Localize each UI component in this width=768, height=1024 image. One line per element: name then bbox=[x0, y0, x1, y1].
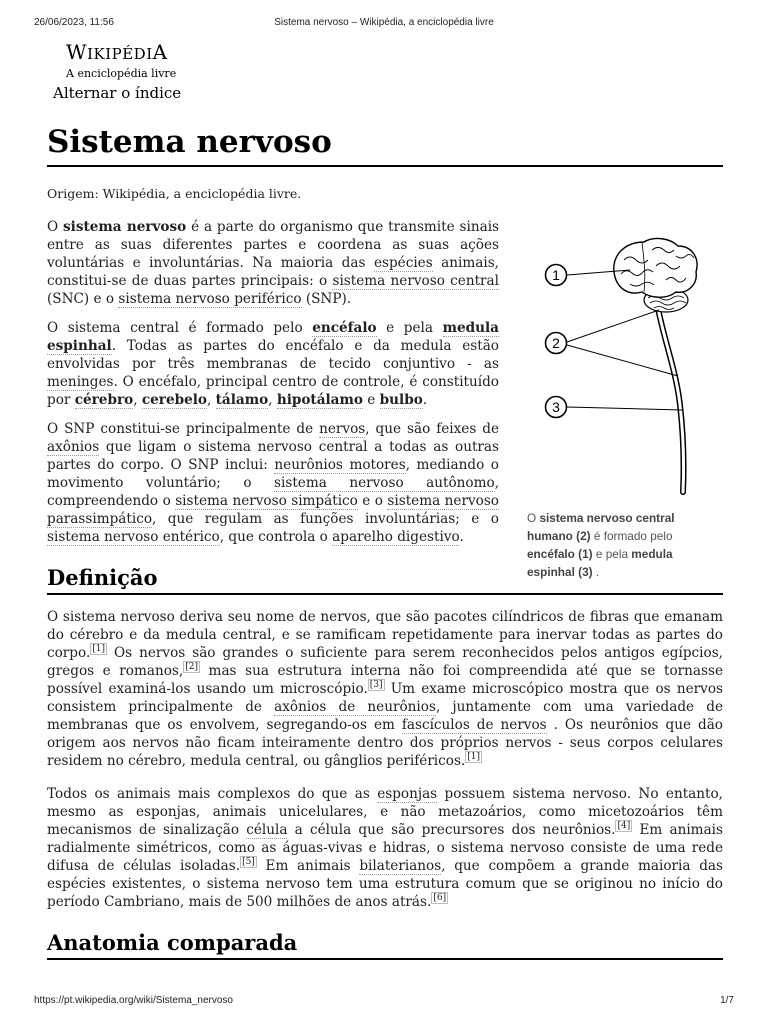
print-page-number: 1/7 bbox=[720, 995, 734, 1006]
origin-note: Origem: Wikipédia, a enciclopédia livre. bbox=[47, 186, 302, 201]
ref-2[interactable]: [2] bbox=[185, 662, 198, 672]
logo-tagline: A enciclopédia livre bbox=[66, 67, 177, 80]
print-title: Sistema nervoso – Wikipédia, a enciclopédia livre bbox=[274, 17, 494, 28]
link-sn-parassimpatico[interactable]: sistema nervoso parassimpático bbox=[47, 493, 499, 527]
logo-wordmark: WIKIPÉDIA bbox=[66, 40, 168, 64]
ref-5[interactable]: [5] bbox=[242, 857, 255, 867]
link-bilaterianos[interactable]: bilaterianos bbox=[359, 858, 442, 874]
link-fasciculos[interactable]: fascículos de nervos bbox=[401, 717, 547, 733]
link-meninges[interactable]: meninges bbox=[47, 374, 114, 390]
ref-1[interactable]: [1] bbox=[92, 644, 106, 654]
callout-2: 2 bbox=[552, 335, 560, 351]
link-bulbo[interactable]: bulbo bbox=[379, 392, 423, 408]
link-medula-espinhal[interactable]: medula espinhal bbox=[47, 320, 499, 354]
link-axonios[interactable]: axônios bbox=[47, 439, 100, 455]
link-talamo[interactable]: tálamo bbox=[215, 392, 269, 408]
link-encefalo[interactable]: encéfalo bbox=[312, 320, 377, 336]
link-snc[interactable]: sistema nervoso central bbox=[332, 273, 499, 289]
link-cerebelo[interactable]: cerebelo bbox=[141, 392, 207, 408]
brain-spinal-cord-illustration bbox=[526, 230, 726, 500]
link-snp[interactable]: sistema nervoso periférico bbox=[118, 291, 302, 307]
heading-definicao: Definição bbox=[47, 564, 723, 595]
link-sn-autonomo[interactable]: sistema nervoso autônomo bbox=[274, 475, 495, 491]
callout-3: 3 bbox=[552, 399, 560, 415]
link-nervos[interactable]: nervos bbox=[319, 421, 366, 437]
link-cerebro[interactable]: cérebro bbox=[74, 392, 134, 408]
wikipedia-logo[interactable] bbox=[66, 40, 206, 81]
page-title: Sistema nervoso bbox=[47, 124, 723, 167]
intro-paragraph-1: O sistema nervoso é a parte do organismo que transmite sinais entre as suas diferentes partes e coordena as suas ações voluntárias e involuntárias. Na maioria das espécies animais, constitui-se de duas partes principais: o sistema nervoso central (SNC) e o sistema nervoso periférico (SNP). bbox=[47, 219, 500, 307]
link-neuronios-motores[interactable]: neurônios motores bbox=[274, 457, 406, 473]
link-sn-simpatico[interactable]: sistema nervoso simpático bbox=[175, 493, 358, 509]
definicao-paragraph-1: O sistema nervoso deriva seu nome de nervos, que são pacotes cilíndricos de fibras que emanam do cérebro e da medula central, e se ramificam repetidamente para inervar todas as partes do corpo. [1] Os nervos são grandes o suficiente para serem reconhecidos pelos antigos egípcios, gregos e romanos, [2] mas sua estrutura interna não foi compreendida até que se tornasse possível examiná-los usando um microscópio. [3] Um exame microscópico mostra que os nervos consistem principalmente de axônios de neurônios, juntamente com uma variedade de membranas que os envolvem, segregando-os em fascículos de nervos . Os neurônios que dão origem aos nervos não ficam inteiramente dentro dos próprios nervos - seus corpos celulares residem no cérebro, medula central, ou gânglios periféricos. [1] bbox=[47, 609, 724, 769]
ref-1b[interactable]: [1] bbox=[467, 752, 481, 762]
print-url: https://pt.wikipedia.org/wiki/Sistema_nervoso bbox=[34, 995, 233, 1006]
link-aparelho-digestivo[interactable]: aparelho digestivo bbox=[332, 529, 460, 545]
intro-paragraph-3: O SNP constitui-se principalmente de nervos, que são feixes de axônios que ligam o sistema nervoso central a todas as outras partes do corpo. O SNP inclui: neurônios motores, mediando o movimento voluntário; o sistema nervoso autônomo, compreendendo o sistema nervoso simpático e o sistema nervoso parassimpático, que regulam as funções involuntárias; e o sistema nervoso entérico, que controla o aparelho digestivo. bbox=[47, 421, 500, 545]
link-especies[interactable]: espécies bbox=[373, 255, 433, 271]
link-esponjas[interactable]: esponjas bbox=[377, 786, 438, 802]
ref-3[interactable]: [3] bbox=[369, 680, 383, 690]
print-footer bbox=[0, 995, 768, 1009]
nervous-system-figure[interactable] bbox=[526, 230, 726, 500]
link-hipotalamo[interactable]: hipotálamo bbox=[276, 392, 363, 408]
link-celula[interactable]: célula bbox=[246, 822, 288, 838]
definicao-paragraph-2: Todos os animais mais complexos do que as esponjas possuem sistema nervoso. No entanto, mesmo as esponjas, animais unicelulares, e não metazoários, como micetozoários têm mecanismos de sinalização célula a célula que são precursores dos neurônios. [4] Em animais radialmente simétricos, como as águas-vivas e hidras, o sistema nervoso consiste de uma rede difusa de células isoladas. [5] Em animais bilaterianos, que compõem a grande maioria das espécies existentes, o sistema nervoso tem uma estrutura comum que se originou no início do período Cambriano, mais de 500 milhões de anos atrás. [6] bbox=[47, 786, 723, 910]
intro-paragraph-2: O sistema central é formado pelo encéfalo e pela medula espinhal. Todas as partes do encéfalo e da medula estão envolvidas por três membranas de tecido conjuntivo - as meninges. O encéfalo, principal centro de controle, é constituído por cérebro, cerebelo, tálamo, hipotálamo e bulbo. bbox=[47, 320, 499, 408]
print-date: 26/06/2023, 11:56 bbox=[34, 17, 114, 28]
ref-4[interactable]: [4] bbox=[617, 821, 631, 831]
toc-toggle-button[interactable]: Alternar o índice bbox=[53, 84, 182, 102]
heading-anatomia-comparada: Anatomia comparada bbox=[47, 929, 723, 960]
print-header bbox=[0, 17, 768, 31]
figure-caption: O sistema nervoso central humano (2) é formado pelo encéfalo (1) e pela medula espinhal (3) . bbox=[527, 511, 675, 579]
link-axonios-de-neuronios[interactable]: axônios de neurônios bbox=[274, 699, 436, 715]
callout-1: 1 bbox=[552, 267, 560, 283]
link-sn-enterico[interactable]: sistema nervoso entérico bbox=[47, 529, 220, 545]
ref-6[interactable]: [6] bbox=[433, 893, 447, 903]
